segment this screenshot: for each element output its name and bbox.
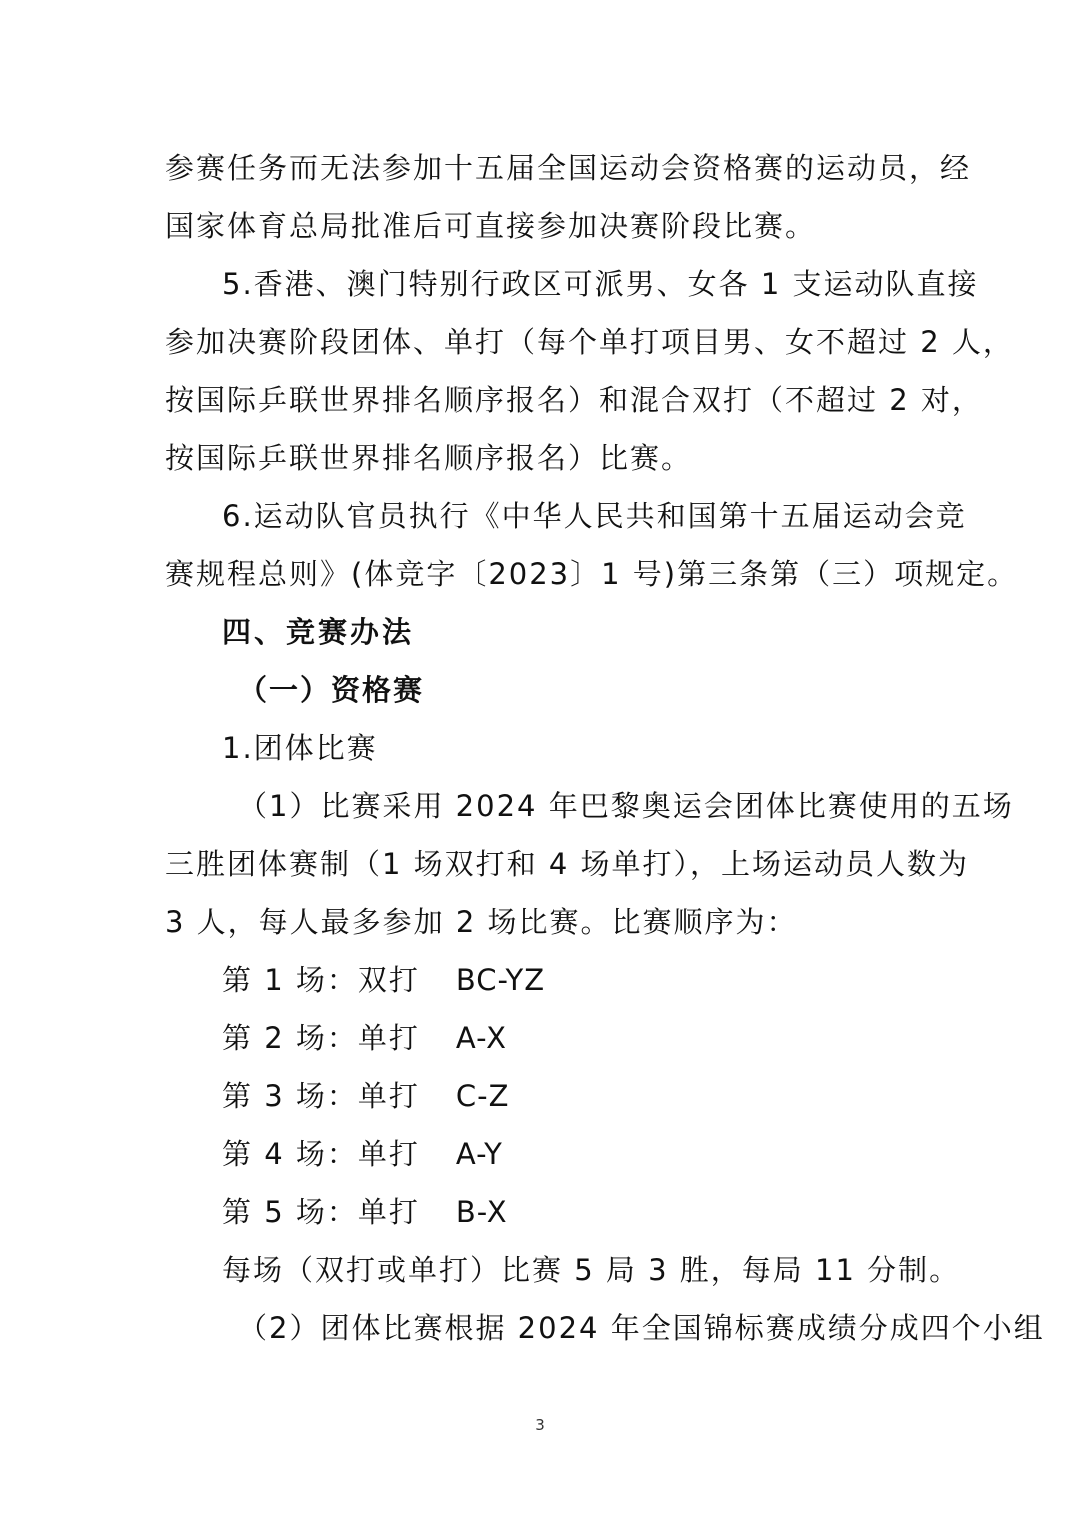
body-text-line: 5.香港、澳门特别行政区可派男、女各 1 支运动队直接 — [222, 267, 979, 301]
item-heading: 1.团体比赛 — [222, 731, 378, 765]
match-label: 第 2 场：单打 — [222, 1021, 420, 1055]
paragraph-line: （2）团体比赛根据 2024 年全国锦标赛成绩分成四个小组 — [238, 1311, 1045, 1345]
match-label: 第 4 场：单打 — [222, 1137, 420, 1171]
body-text-line: 参赛任务而无法参加十五届全国运动会资格赛的运动员，经 — [165, 151, 972, 185]
scoring-rule: 每场（双打或单打）比赛 5 局 3 胜，每局 11 分制。 — [222, 1253, 961, 1287]
paragraph-line: 三胜团体赛制（1 场双打和 4 场单打），上场运动员人数为 — [165, 847, 970, 881]
match-row — [222, 1076, 509, 1116]
body-text-line: 按国际乒联世界排名顺序报名）比赛。 — [165, 441, 693, 475]
match-code: A-Y — [455, 1137, 503, 1171]
body-text-line: 参加决赛阶段团体、单打（每个单打项目男、女不超过 2 人， — [165, 325, 1014, 359]
match-row — [222, 1192, 508, 1232]
match-row — [222, 1134, 503, 1174]
match-code: C-Z — [455, 1079, 510, 1113]
subsection-heading: （一）资格赛 — [238, 673, 425, 707]
match-code: A-X — [455, 1021, 507, 1055]
match-row — [222, 1018, 507, 1058]
match-label: 第 5 场：单打 — [222, 1195, 420, 1229]
match-label: 第 1 场：双打 — [222, 963, 420, 997]
section-heading: 四、竞赛办法 — [222, 615, 415, 649]
page-number: 3 — [535, 1416, 545, 1434]
match-code: B-X — [455, 1195, 508, 1229]
paragraph-line: （1）比赛采用 2024 年巴黎奥运会团体比赛使用的五场 — [238, 789, 1014, 823]
paragraph-line: 3 人，每人最多参加 2 场比赛。比赛顺序为： — [165, 905, 798, 939]
body-text-line: 赛规程总则》(体竞字〔2023〕1 号)第三条第（三）项规定。 — [165, 557, 1019, 591]
body-text-line: 按国际乒联世界排名顺序报名）和混合双打（不超过 2 对， — [165, 383, 983, 417]
match-row — [222, 960, 545, 1000]
body-text-line: 国家体育总局批准后可直接参加决赛阶段比赛。 — [165, 209, 817, 243]
body-text-line: 6.运动队官员执行《中华人民共和国第十五届运动会竞 — [222, 499, 967, 533]
match-code: BC-YZ — [455, 963, 546, 997]
match-label: 第 3 场：单打 — [222, 1079, 420, 1113]
